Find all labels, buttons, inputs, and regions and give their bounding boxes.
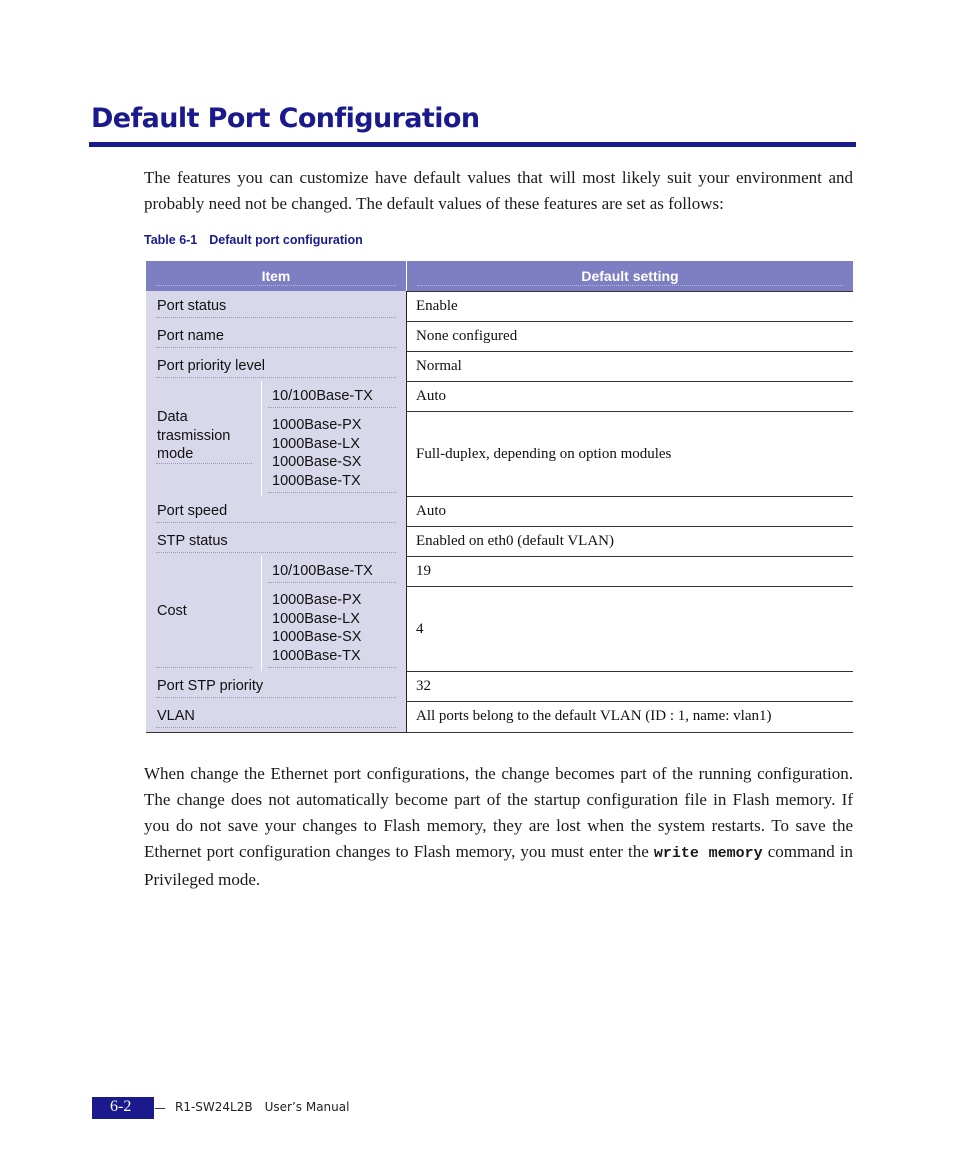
cell-rule bbox=[156, 727, 396, 728]
caption-text: Default port configuration bbox=[209, 233, 363, 247]
row-port-speed-item: Port speed bbox=[146, 496, 406, 526]
cell-rule bbox=[156, 697, 396, 698]
footer-manual-title bbox=[175, 1100, 349, 1114]
header-default-setting: Default setting bbox=[407, 261, 853, 291]
row-port-speed-value: Auto bbox=[416, 503, 446, 519]
row-stp-status-item: STP status bbox=[146, 526, 406, 556]
row-port-name-value: None configured bbox=[416, 328, 518, 344]
intro-paragraph: The features you can customize have default values that will most likely suit your environment and probably need not be changed. The default values of these features are set as follows: bbox=[144, 168, 853, 213]
cell-rule bbox=[156, 317, 396, 318]
row-border bbox=[407, 586, 853, 587]
row-cost-sub-10-100: 10/100Base-TX bbox=[262, 556, 406, 586]
cell-rule bbox=[156, 552, 396, 553]
header-item: Item bbox=[146, 261, 406, 291]
row-border bbox=[407, 526, 853, 527]
row-border bbox=[407, 411, 853, 412]
cell-rule bbox=[268, 407, 396, 408]
footer-product: R1-SW24L2B bbox=[175, 1100, 253, 1114]
row-stp-status-value: Enabled on eth0 (default VLAN) bbox=[416, 533, 614, 549]
page-title: Default Port Configuration bbox=[91, 103, 480, 134]
cell-rule bbox=[268, 667, 396, 668]
row-border bbox=[407, 496, 853, 497]
header-rule bbox=[417, 285, 843, 287]
row-cost-value-2: 4 bbox=[416, 621, 424, 637]
cell-rule bbox=[156, 667, 252, 668]
row-port-priority-item: Port priority level bbox=[146, 351, 406, 381]
closing-paragraph bbox=[144, 761, 853, 893]
page-number-box bbox=[92, 1097, 154, 1119]
header-separator bbox=[406, 261, 407, 291]
closing-text: When change the Ethernet port configurations, the change becomes part of the running configuration. The change does not automatically become part of the startup configuration file in Flash memory. If you do not save your changes to Flash memory, they are lost when the system restarts. To save the Ethernet port configuration changes to Flash memory, you must enter the bbox=[144, 764, 853, 861]
caption-number: Table 6-1 bbox=[144, 233, 198, 247]
closing-text-end: command in Privileged mode. bbox=[144, 842, 854, 889]
cell-rule bbox=[268, 492, 396, 493]
page-number: 6-2 bbox=[110, 1098, 132, 1115]
row-port-stp-priority-item: Port STP priority bbox=[146, 671, 406, 701]
row-cost-item: Cost bbox=[146, 556, 261, 671]
row-cost-sub-1000: 1000Base-PX 1000Base-LX 1000Base-SX 1000Base-TX bbox=[262, 586, 406, 671]
row-border bbox=[407, 291, 853, 292]
row-data-mode-value-1: Auto bbox=[416, 388, 446, 404]
row-border bbox=[407, 701, 853, 702]
row-vlan-value: All ports belong to the default VLAN (ID : 1, name: vlan1) bbox=[416, 708, 772, 724]
cell-rule bbox=[156, 347, 396, 348]
footer-manual: User’s Manual bbox=[264, 1100, 350, 1114]
row-data-mode-item: Data trasmission mode bbox=[146, 381, 261, 496]
header-rule bbox=[156, 285, 396, 287]
row-data-mode-value-2: Full-duplex, depending on option modules bbox=[416, 446, 672, 462]
row-data-mode-sub-10-100: 10/100Base-TX bbox=[262, 381, 406, 411]
row-border bbox=[407, 351, 853, 352]
cell-rule bbox=[156, 522, 396, 523]
row-data-mode-sub-1000: 1000Base-PX 1000Base-LX 1000Base-SX 1000Base-TX bbox=[262, 411, 406, 496]
cell-rule bbox=[268, 582, 396, 583]
table-bottom-border bbox=[146, 732, 853, 733]
row-port-priority-value: Normal bbox=[416, 358, 462, 374]
row-border bbox=[407, 556, 853, 557]
row-port-name-item: Port name bbox=[146, 321, 406, 351]
row-vlan-item: VLAN bbox=[146, 701, 406, 732]
cell-rule bbox=[156, 377, 396, 378]
row-border bbox=[407, 321, 853, 322]
command-write-memory: write memory bbox=[653, 845, 763, 862]
row-port-status-value: Enable bbox=[416, 298, 458, 314]
cell-rule bbox=[156, 463, 252, 464]
row-port-stp-priority-value: 32 bbox=[416, 678, 431, 694]
row-border bbox=[407, 381, 853, 382]
row-cost-value-1: 19 bbox=[416, 563, 431, 579]
row-border bbox=[407, 671, 853, 672]
column-divider bbox=[406, 291, 407, 732]
table-caption bbox=[144, 233, 363, 247]
title-rule bbox=[89, 142, 856, 147]
footer-dash bbox=[155, 1108, 165, 1109]
row-port-status-item: Port status bbox=[146, 291, 406, 321]
